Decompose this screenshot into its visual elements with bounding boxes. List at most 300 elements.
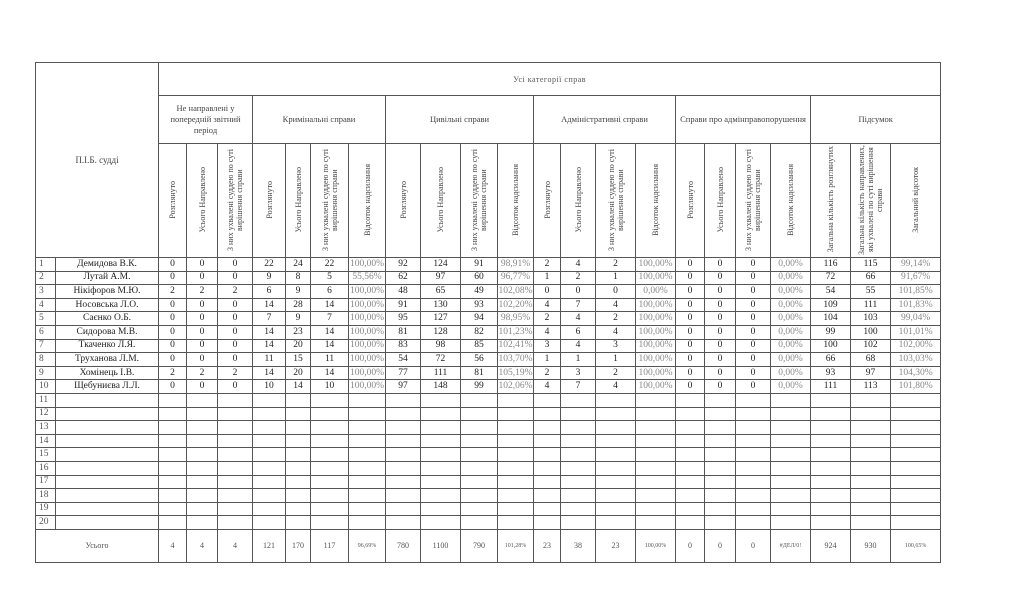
- cell-value: 22: [253, 258, 286, 272]
- cell-value: [218, 475, 253, 489]
- row-number: 5: [36, 312, 56, 326]
- table-row: [36, 475, 941, 489]
- table-row: [36, 298, 941, 312]
- cell-value: [811, 502, 851, 516]
- subheader-decided: [311, 144, 349, 258]
- cell-value: 0: [705, 325, 736, 339]
- cell-value: [286, 475, 311, 489]
- total-value: 121: [253, 529, 286, 562]
- subheader-sent: [187, 144, 218, 258]
- cell-value: 100,00%: [349, 285, 386, 299]
- row-number: 16: [36, 461, 56, 475]
- cell-value: [349, 489, 386, 503]
- cell-value: 100,00%: [636, 271, 676, 285]
- cell-value: [596, 421, 636, 435]
- cell-value: 2: [218, 285, 253, 299]
- cell-value: 81: [386, 325, 421, 339]
- table-row: [36, 448, 941, 462]
- cell-value: 10: [311, 380, 349, 394]
- cell-value: [636, 461, 676, 475]
- cell-value: 102: [851, 339, 891, 353]
- judge-name-header: П.І.Б. судді: [36, 63, 159, 258]
- cell-value: [561, 461, 596, 475]
- cell-value: 100,00%: [349, 312, 386, 326]
- cell-value: [676, 407, 705, 421]
- cell-value: 100,00%: [636, 353, 676, 367]
- cell-value: 91: [386, 298, 421, 312]
- cell-value: 6: [561, 325, 596, 339]
- cell-value: 9: [286, 312, 311, 326]
- cell-value: [349, 421, 386, 435]
- cell-value: 3: [561, 366, 596, 380]
- cell-value: [676, 502, 705, 516]
- cell-value: [421, 421, 461, 435]
- total-value: 1100: [421, 529, 461, 562]
- cell-value: 100,00%: [349, 366, 386, 380]
- cell-value: 23: [286, 325, 311, 339]
- cell-value: [736, 407, 771, 421]
- cell-value: [705, 434, 736, 448]
- cell-value: 4: [596, 380, 636, 394]
- cell-value: 9: [286, 285, 311, 299]
- cell-value: [736, 475, 771, 489]
- table-row: [36, 461, 941, 475]
- cell-value: [891, 434, 941, 448]
- cell-value: 4: [561, 312, 596, 326]
- cell-value: 0: [159, 380, 187, 394]
- total-value: 790: [461, 529, 498, 562]
- cell-value: 0: [676, 285, 705, 299]
- cell-value: [253, 393, 286, 407]
- table-row: [36, 353, 941, 367]
- cell-value: [771, 407, 811, 421]
- row-number: 11: [36, 393, 56, 407]
- cell-value: 0: [736, 271, 771, 285]
- cell-value: 101,23%: [498, 325, 534, 339]
- subheader-percent: [498, 144, 534, 258]
- cell-value: 0: [218, 339, 253, 353]
- total-value: 170: [286, 529, 311, 562]
- cell-value: 0: [218, 325, 253, 339]
- judge-name: [56, 502, 159, 516]
- cell-value: [386, 489, 421, 503]
- cell-value: [253, 421, 286, 435]
- subheader-considered: [676, 144, 705, 258]
- cell-value: [187, 421, 218, 435]
- cell-value: [534, 489, 561, 503]
- cell-value: [218, 448, 253, 462]
- cell-value: 0: [676, 312, 705, 326]
- cell-value: [736, 516, 771, 530]
- subheader-considered: [253, 144, 286, 258]
- cell-value: 104,30%: [891, 366, 941, 380]
- cell-value: [705, 393, 736, 407]
- cell-value: [891, 448, 941, 462]
- cell-value: 14: [253, 298, 286, 312]
- cell-value: 101,85%: [891, 285, 941, 299]
- total-value: 117: [311, 529, 349, 562]
- total-value: 780: [386, 529, 421, 562]
- cell-value: [636, 434, 676, 448]
- cell-value: 0: [736, 258, 771, 272]
- cell-value: 0: [218, 312, 253, 326]
- total-value: 38: [561, 529, 596, 562]
- cell-value: [421, 407, 461, 421]
- cell-value: 62: [386, 271, 421, 285]
- cell-value: [159, 516, 187, 530]
- cell-value: 0: [736, 325, 771, 339]
- cell-value: [736, 489, 771, 503]
- cell-value: 97: [421, 271, 461, 285]
- cell-value: 98: [421, 339, 461, 353]
- cell-value: [851, 421, 891, 435]
- row-number: 13: [36, 421, 56, 435]
- row-number: 4: [36, 298, 56, 312]
- cell-value: 11: [311, 353, 349, 367]
- cell-value: [636, 407, 676, 421]
- cell-value: 55,56%: [349, 271, 386, 285]
- cell-value: 102,41%: [498, 339, 534, 353]
- cell-value: [421, 393, 461, 407]
- cell-value: [851, 461, 891, 475]
- cell-value: [218, 393, 253, 407]
- subheader-label: Усього Направлено: [436, 166, 446, 233]
- cell-value: [461, 448, 498, 462]
- cell-value: [159, 461, 187, 475]
- cell-value: 91: [461, 258, 498, 272]
- cell-value: [253, 407, 286, 421]
- judge-name: Щебуниєва Л.Л.: [56, 380, 159, 394]
- cell-value: [187, 502, 218, 516]
- cell-value: 0: [705, 285, 736, 299]
- subheader-label: Розглянуто: [398, 180, 408, 219]
- subheader-label: Усього Направлено: [715, 166, 725, 233]
- cell-value: [349, 393, 386, 407]
- cell-value: 93: [461, 298, 498, 312]
- cell-value: 0: [705, 298, 736, 312]
- cell-value: 99,04%: [891, 312, 941, 326]
- cell-value: 14: [311, 366, 349, 380]
- subheader-label: З них ухвалені суддею по суті вирішення справи: [606, 148, 625, 251]
- cell-value: 103: [851, 312, 891, 326]
- table-row: [36, 393, 941, 407]
- cell-value: [187, 407, 218, 421]
- cell-value: 0: [159, 271, 187, 285]
- cell-value: 7: [311, 312, 349, 326]
- subheader-percent: [771, 144, 811, 258]
- cell-value: 49: [461, 285, 498, 299]
- cell-value: [811, 516, 851, 530]
- subheader-label: Відсоток надсилання: [786, 163, 796, 236]
- cell-value: 20: [286, 366, 311, 380]
- cell-value: [311, 393, 349, 407]
- judge-name: [56, 475, 159, 489]
- cell-value: [771, 502, 811, 516]
- cell-value: [187, 461, 218, 475]
- cell-value: 100,00%: [349, 353, 386, 367]
- cell-value: [534, 421, 561, 435]
- total-value: 23: [534, 529, 561, 562]
- cell-value: [187, 516, 218, 530]
- cell-value: 128: [421, 325, 461, 339]
- cell-value: 1: [596, 271, 636, 285]
- cell-value: [705, 421, 736, 435]
- cell-value: [159, 448, 187, 462]
- cell-value: 100,00%: [636, 325, 676, 339]
- cell-value: 2: [561, 271, 596, 285]
- total-row: [36, 529, 941, 562]
- row-number: 3: [36, 285, 56, 299]
- cell-value: [286, 434, 311, 448]
- cell-value: 100,00%: [349, 380, 386, 394]
- cell-value: [253, 516, 286, 530]
- cell-value: [736, 461, 771, 475]
- cell-value: [676, 434, 705, 448]
- subheader-considered: [386, 144, 421, 258]
- cell-value: [811, 489, 851, 503]
- total-value: 100,65%: [891, 529, 941, 562]
- cell-value: [636, 421, 676, 435]
- cell-value: [498, 489, 534, 503]
- judge-name: Носовська Л.О.: [56, 298, 159, 312]
- cell-value: 99: [811, 325, 851, 339]
- cell-value: 6: [311, 285, 349, 299]
- subheader-label: Розглянуто: [685, 180, 695, 219]
- cell-value: [705, 448, 736, 462]
- cell-value: 0: [218, 353, 253, 367]
- table-row: [36, 312, 941, 326]
- cell-value: [596, 502, 636, 516]
- cell-value: 0,00%: [771, 271, 811, 285]
- cell-value: 0,00%: [771, 339, 811, 353]
- cell-value: 100,00%: [636, 380, 676, 394]
- cell-value: 100,00%: [349, 298, 386, 312]
- table-row: [36, 325, 941, 339]
- cell-value: [159, 489, 187, 503]
- group-civil: Цивільні справи: [386, 96, 534, 144]
- subheader-total-considered: [811, 144, 851, 258]
- cell-value: [253, 502, 286, 516]
- total-value: 0: [676, 529, 705, 562]
- judge-name: [56, 421, 159, 435]
- cell-value: 0: [676, 258, 705, 272]
- row-number: 17: [36, 475, 56, 489]
- cell-value: 0: [187, 312, 218, 326]
- cell-value: 0: [187, 380, 218, 394]
- cell-value: [386, 407, 421, 421]
- total-value: #ДЕЛ/0!: [771, 529, 811, 562]
- cell-value: [736, 502, 771, 516]
- cell-value: [676, 421, 705, 435]
- cell-value: 100,00%: [636, 339, 676, 353]
- cell-value: 102,00%: [891, 339, 941, 353]
- cell-value: [349, 407, 386, 421]
- cell-value: [561, 393, 596, 407]
- group-summary: Підсумок: [811, 96, 941, 144]
- cell-value: 14: [253, 339, 286, 353]
- cell-value: [311, 475, 349, 489]
- cell-value: [461, 461, 498, 475]
- cell-value: [461, 407, 498, 421]
- cell-value: [676, 516, 705, 530]
- cell-value: 2: [534, 366, 561, 380]
- subheader-percent: [636, 144, 676, 258]
- cell-value: [421, 489, 461, 503]
- judge-name: Труханова Л.М.: [56, 353, 159, 367]
- judge-name: [56, 516, 159, 530]
- cell-value: 4: [596, 325, 636, 339]
- cell-value: 1: [596, 353, 636, 367]
- cell-value: [498, 434, 534, 448]
- cell-value: [386, 434, 421, 448]
- row-number: 8: [36, 353, 56, 367]
- all-categories-title: Усі категорії справ: [159, 63, 941, 96]
- cell-value: [534, 448, 561, 462]
- cell-value: [253, 475, 286, 489]
- total-label: Усього: [36, 529, 159, 562]
- cell-value: [736, 448, 771, 462]
- cell-value: 4: [561, 339, 596, 353]
- cell-value: 54: [386, 353, 421, 367]
- cell-value: [159, 502, 187, 516]
- cell-value: [187, 393, 218, 407]
- cell-value: 11: [253, 353, 286, 367]
- cell-value: [461, 516, 498, 530]
- cell-value: 72: [421, 353, 461, 367]
- cell-value: 113: [851, 380, 891, 394]
- cell-value: [386, 421, 421, 435]
- cell-value: [771, 393, 811, 407]
- table-row: [36, 339, 941, 353]
- cell-value: 0: [159, 312, 187, 326]
- cell-value: [461, 434, 498, 448]
- cell-value: 0: [705, 339, 736, 353]
- cell-value: [286, 448, 311, 462]
- cell-value: [461, 475, 498, 489]
- subheader-sent: [561, 144, 596, 258]
- cell-value: 0: [736, 312, 771, 326]
- cell-value: [253, 448, 286, 462]
- total-value: 4: [159, 529, 187, 562]
- cell-value: [561, 475, 596, 489]
- cell-value: [736, 393, 771, 407]
- cell-value: [596, 448, 636, 462]
- cell-value: 2: [596, 258, 636, 272]
- cell-value: 0: [676, 271, 705, 285]
- cell-value: [421, 461, 461, 475]
- cell-value: 0,00%: [771, 312, 811, 326]
- cell-value: [771, 434, 811, 448]
- cell-value: 0: [676, 380, 705, 394]
- cell-value: 2: [596, 312, 636, 326]
- cell-value: 95: [386, 312, 421, 326]
- cell-value: 100,00%: [636, 312, 676, 326]
- cell-value: 0: [676, 325, 705, 339]
- cell-value: [498, 461, 534, 475]
- cell-value: 83: [386, 339, 421, 353]
- cell-value: 124: [421, 258, 461, 272]
- cell-value: 0: [534, 285, 561, 299]
- cell-value: [218, 461, 253, 475]
- cell-value: [705, 475, 736, 489]
- cell-value: 101,01%: [891, 325, 941, 339]
- cell-value: 66: [811, 353, 851, 367]
- cell-value: 8: [286, 271, 311, 285]
- judge-name: [56, 434, 159, 448]
- cell-value: [311, 448, 349, 462]
- row-number: 20: [36, 516, 56, 530]
- cell-value: [636, 489, 676, 503]
- cell-value: 82: [461, 325, 498, 339]
- subheader-label: Загальний відсоток: [911, 166, 921, 233]
- cell-value: 0: [705, 353, 736, 367]
- cell-value: 14: [311, 325, 349, 339]
- subheader-label: Загальна кількість направлених, які ухвалені по суті вирішення справи: [857, 144, 885, 255]
- judge-name: [56, 393, 159, 407]
- cell-value: [596, 461, 636, 475]
- cell-value: [811, 407, 851, 421]
- cell-value: [561, 434, 596, 448]
- group-not-sent: Не направлені у попередній звітний період: [159, 96, 253, 144]
- cell-value: [771, 516, 811, 530]
- cell-value: [561, 489, 596, 503]
- cell-value: 55: [851, 285, 891, 299]
- cell-value: [676, 475, 705, 489]
- cell-value: [498, 421, 534, 435]
- table-row: [36, 434, 941, 448]
- cell-value: 7: [561, 298, 596, 312]
- table-row: [36, 489, 941, 503]
- table-row: [36, 421, 941, 435]
- cell-value: 0: [159, 298, 187, 312]
- cell-value: 3: [596, 339, 636, 353]
- row-number: 19: [36, 502, 56, 516]
- total-value: 96,69%: [349, 529, 386, 562]
- cell-value: [561, 448, 596, 462]
- subheader-label: З них ухвалені суддею по суті вирішення справи: [226, 148, 245, 251]
- total-value: 0: [705, 529, 736, 562]
- cell-value: 24: [286, 258, 311, 272]
- subheader-decided: [596, 144, 636, 258]
- cell-value: [811, 448, 851, 462]
- cell-value: [386, 448, 421, 462]
- subheader-label: Усього Направлено: [573, 166, 583, 233]
- cell-value: 100,00%: [349, 258, 386, 272]
- cell-value: 0: [705, 380, 736, 394]
- cell-value: 0: [218, 298, 253, 312]
- cell-value: 100,00%: [349, 325, 386, 339]
- cell-value: 100,00%: [636, 298, 676, 312]
- cell-value: [891, 421, 941, 435]
- cell-value: [534, 393, 561, 407]
- cell-value: [421, 475, 461, 489]
- total-value: 100,00%: [636, 529, 676, 562]
- judge-name: Саєнко О.Б.: [56, 312, 159, 326]
- subheader-label: Розглянуто: [264, 180, 274, 219]
- cell-value: 7: [253, 312, 286, 326]
- table-row: [36, 258, 941, 272]
- cell-value: [159, 421, 187, 435]
- cell-value: 0: [736, 380, 771, 394]
- cell-value: [596, 407, 636, 421]
- subheader-sent: [286, 144, 311, 258]
- cell-value: [596, 475, 636, 489]
- cell-value: 2: [187, 285, 218, 299]
- cell-value: 0,00%: [636, 285, 676, 299]
- cell-value: 0: [736, 339, 771, 353]
- subheader-label: Усього Направлено: [197, 166, 207, 233]
- table-row: [36, 407, 941, 421]
